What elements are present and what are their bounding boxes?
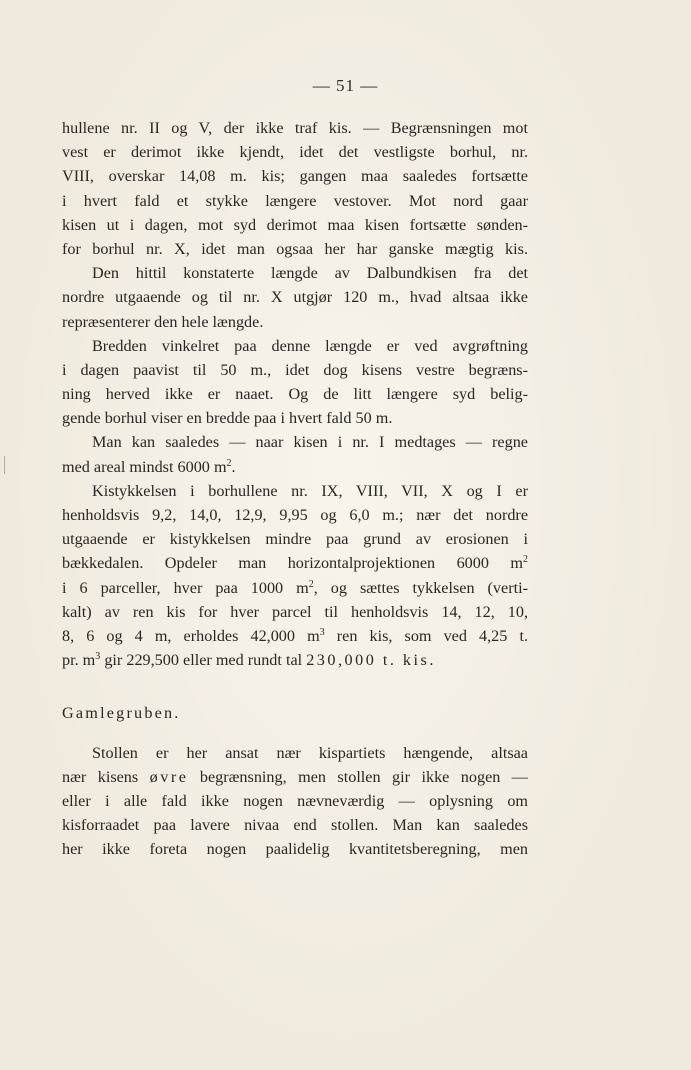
body-text: [62, 116, 528, 861]
text-line: i dagen paavist til 50 m., idet dog kisens vestre begræns-: [62, 360, 528, 379]
text-line: [62, 648, 528, 672]
text-line: kisen ut i dagen, mot syd derimot maa kisen fortsætte sønden-: [62, 215, 528, 234]
text-fragment: med areal mindst 6000 m: [62, 457, 227, 476]
superscript: 2: [308, 578, 314, 590]
text-line: hullene nr. II og V, der ikke traf kis. — Begrænsningen mot: [62, 119, 528, 137]
text-line: VIII, overskar 14,08 m. kis; gangen maa saaledes fortsætte: [62, 167, 528, 186]
text-line: her ikke foreta nogen paalidelig kvantitetsberegning, men: [62, 840, 528, 859]
text-fragment: .: [231, 457, 236, 476]
text-line: kalt) av ren kis for hver parcel til henholdsvis 14, 12, 10,: [62, 602, 528, 621]
text-fragment: 8, 6 og 4 m, erholdes 42,000 m: [62, 626, 320, 645]
text-line: [62, 765, 528, 789]
text-line: Den hittil konstaterte længde av Dalbundkisen fra det: [92, 264, 528, 283]
text-line: vest er derimot ikke kjendt, idet det vestligste borhul, nr.: [62, 143, 528, 162]
text-fragment: , og sættes tykkelsen (verti-: [313, 578, 528, 597]
text-fragment-spaced: øvre: [149, 767, 189, 786]
text-fragment-spaced: 230,000 t. kis.: [306, 651, 436, 670]
text-line: [62, 624, 528, 648]
text-line: nordre utgaaende og til nr. X utgjør 120 m., hvad altsaa ikke: [62, 288, 528, 307]
text-fragment: nær kisens: [62, 767, 150, 786]
text-line: [62, 576, 528, 600]
text-fragment: bækkedalen. Opdeler man horizontalprojektionen 6000 m: [62, 554, 523, 573]
text-line: Stollen er her ansat nær kispartiets hængende, altsaa: [92, 743, 528, 762]
text-line: Man kan saaledes — naar kisen i nr. I medtages — regne: [92, 433, 528, 452]
text-fragment: ren kis, som ved 4,25 t.: [324, 626, 528, 645]
superscript: 3: [95, 651, 101, 663]
text-line: Kistykkelsen i borhullene nr. IX, VIII, VII, X og I er: [92, 481, 528, 500]
text-fragment: begrænsning, men stollen gir ikke nogen —: [188, 767, 528, 786]
text-line: [62, 551, 528, 575]
text-line: i hvert fald et stykke længere vestover. Mot nord gaar: [62, 191, 528, 210]
section-heading: Gamlegruben.: [62, 704, 181, 723]
text-line: [62, 455, 528, 479]
text-line: Bredden vinkelret paa denne længde er ved avgrøftning: [92, 336, 528, 355]
text-line: henholdsvis 9,2, 14,0, 12,9, 9,95 og 6,0 m.; nær det nordre: [62, 506, 528, 524]
text-line: utgaaende er kistykkelsen mindre paa grund av erosionen i: [62, 530, 528, 549]
text-line: ning herved ikke er naaet. Og de litt længere syd belig-: [62, 385, 528, 404]
text-line: kisforraadet paa lavere nivaa end stollen. Man kan saaledes: [62, 816, 528, 835]
text-line: for borhul nr. X, idet man ogsaa her har ganske mægtig kis.: [62, 239, 528, 258]
text-line: eller i alle fald ikke nogen nævneværdig — oplysning om: [62, 791, 528, 810]
superscript: 2: [523, 554, 528, 566]
text-line: repræsenterer den hele længde.: [62, 312, 264, 331]
page-number: — 51 —: [312, 76, 379, 95]
superscript: 3: [319, 626, 325, 638]
text-line: gende borhul viser en bredde paa i hvert fald 50 m.: [62, 409, 393, 428]
text-fragment: i 6 parceller, hver paa 1000 m: [62, 578, 309, 597]
text-fragment: pr. m: [62, 651, 96, 670]
superscript: 2: [226, 457, 232, 469]
margin-mark: [4, 456, 5, 474]
text-fragment: gir 229,500 eller med rundt tal: [100, 651, 307, 670]
